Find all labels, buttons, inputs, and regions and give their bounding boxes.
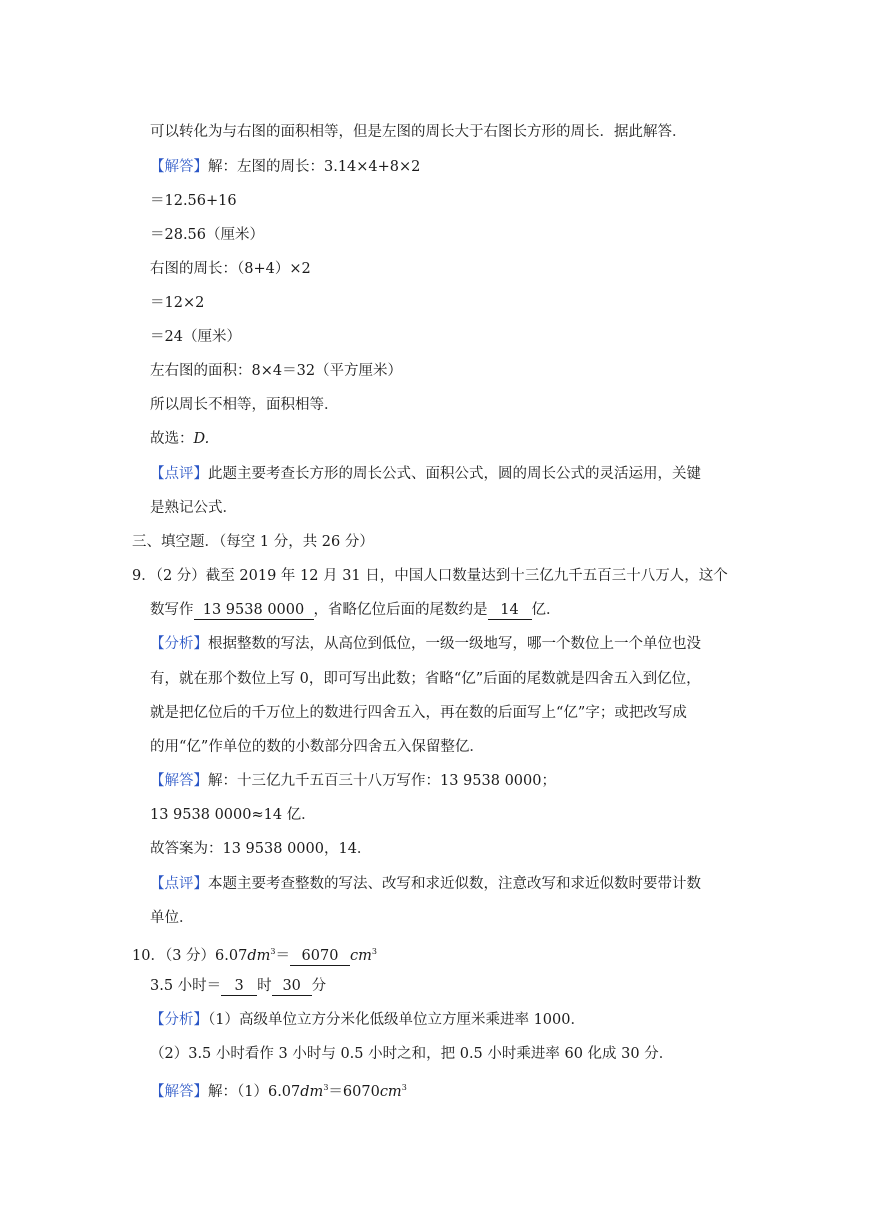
- question-9: 9．（2 分）截至 2019 年 12 月 31 日，中国人口数量达到十三亿九千五百三十八万人，这个: [132, 568, 728, 584]
- blank-answer-4: 3: [221, 978, 257, 996]
- text-line: 13 9538 0000≈14 亿．: [150, 807, 316, 823]
- analysis-line: 【分析】根据整数的写法，从高位到低位，一级一级地写，哪一个数位上一个单位也没: [150, 636, 701, 652]
- blank-answer-1: 13 9538 0000: [194, 602, 314, 620]
- comment-tag: 【点评】: [150, 876, 208, 892]
- blank-answer-2: 14: [488, 602, 532, 620]
- text-line: （2）3.5 小时看作 3 小时与 0.5 小时之和，把 0.5 小时乘进率 60 化成 30 分．: [150, 1046, 674, 1062]
- text-line: 的用“亿”作单位的数的小数部分四舍五入保留整亿．: [150, 739, 484, 755]
- text-line: ＝28.56（厘米）: [150, 227, 265, 243]
- analysis-tag: 【分析】: [150, 1012, 208, 1028]
- text-line: ＝12×2: [150, 295, 205, 311]
- text-line: ＝24（厘米）: [150, 329, 241, 345]
- text-line: 就是把亿位后的千万位上的数进行四舍五入，再在数的后面写上“亿”字；或把改写成: [150, 705, 687, 721]
- analysis-tag: 【分析】: [150, 636, 208, 652]
- answer-line: 【解答】解：左图的周长：3.14×4+8×2: [150, 159, 421, 175]
- answer-tag: 【解答】: [150, 159, 208, 175]
- blank-answer-3: 6070: [290, 948, 350, 966]
- answer-tag: 【解答】: [150, 773, 208, 789]
- comment-tag: 【点评】: [150, 466, 208, 482]
- text-line: 有，就在那个数位上写 0，即可写出此数；省略“亿”后面的尾数就是四舍五入到亿位，: [150, 671, 701, 687]
- text-line: 所以周长不相等，面积相等．: [150, 397, 339, 413]
- text-line: 右图的周长：（8+4）×2: [150, 261, 311, 277]
- text-line: 可以转化为与右图的面积相等，但是左图的周长大于右图长方形的周长．据此解答．: [150, 124, 687, 140]
- comment-line: 【点评】本题主要考查整数的写法、改写和求近似数，注意改写和求近似数时要带计数: [150, 876, 701, 892]
- text-line: 是熟记公式．: [150, 500, 237, 516]
- analysis-line: 【分析】（1）高级单位立方分米化低级单位立方厘米乘进率 1000．: [150, 1012, 585, 1028]
- answer-line: 【解答】解：十三亿九千五百三十八万写作：13 9538 0000；: [150, 773, 556, 789]
- answer-line: 【解答】解：$(1)6.07dm^3=6070cm^3$: [150, 1083, 407, 1100]
- question-10: 10．（3 分）$6.07dm^3= 6070$ $cm^3$: [132, 947, 377, 964]
- answer-tag: 【解答】: [150, 1084, 208, 1100]
- text-line: 左右图的面积：8×4＝32（平方厘米）: [150, 363, 403, 379]
- text-line: 故答案为：13 9538 0000，14．: [150, 841, 372, 857]
- section-heading: 三、填空题．（每空 1 分，共 26 分）: [132, 534, 374, 550]
- text-line: 单位．: [150, 910, 194, 926]
- text-line: ＝12.56+16: [150, 193, 237, 209]
- question-10-fill-line: 3.5 小时＝ 3 时 30 分: [150, 978, 327, 994]
- question-9-fill-line: 数写作 13 9538 0000 ，省略亿位后面的尾数约是 14 亿．: [150, 602, 561, 618]
- text-line: 故选：D.: [150, 431, 210, 447]
- blank-answer-5: 30: [272, 978, 312, 996]
- comment-line: 【点评】此题主要考查长方形的周长公式、面积公式，圆的周长公式的灵活运用，关键: [150, 466, 701, 482]
